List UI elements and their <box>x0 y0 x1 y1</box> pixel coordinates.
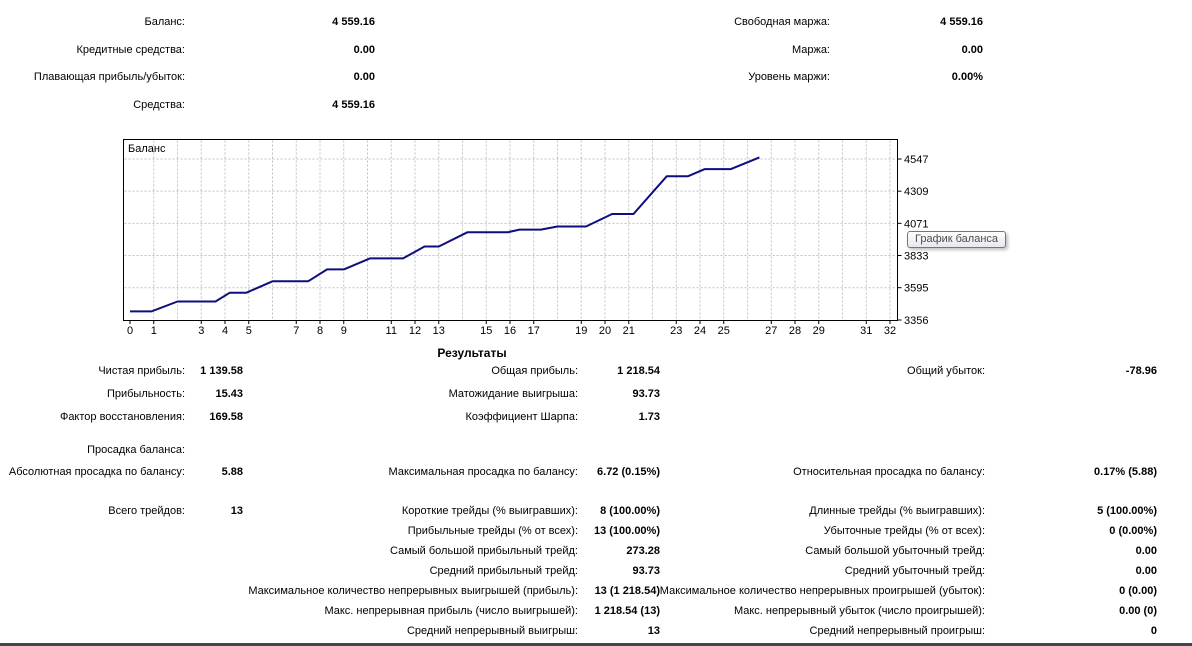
x-tick-label: 27 <box>765 325 778 337</box>
stat-value: 0.00 (0) <box>1119 605 1157 617</box>
summary-value: 4 559.16 <box>332 16 375 28</box>
y-tick-label: 3833 <box>904 250 929 263</box>
stat-label: Самый большой прибыльный трейд: <box>390 545 578 557</box>
stat-value: 13 (1 218.54) <box>594 585 660 597</box>
summary-label: Баланс: <box>144 16 185 28</box>
summary-value: 0.00% <box>951 71 983 83</box>
stat-label: Общая прибыль: <box>491 365 578 377</box>
y-tick-label: 3595 <box>904 282 929 295</box>
stat-value: 0 (0.00) <box>1119 585 1157 597</box>
x-tick-label: 5 <box>245 325 252 337</box>
stat-label: Фактор восстановления: <box>59 411 185 423</box>
stat-label: Максимальная просадка по балансу: <box>388 466 578 478</box>
x-tick-label: 28 <box>788 325 802 337</box>
x-tick-label: 9 <box>340 325 347 337</box>
x-tick-label: 21 <box>622 325 635 337</box>
x-tick-label: 29 <box>812 325 825 337</box>
y-tick-label: 4071 <box>904 218 929 231</box>
stat-label: Макс. непрерывная прибыль (число выигрышей): <box>324 605 578 617</box>
x-tick-label: 23 <box>670 325 683 337</box>
stat-label: Матожидание выигрыша: <box>448 388 578 400</box>
summary-label: Средства: <box>133 99 185 111</box>
x-tick-label: 31 <box>860 325 873 337</box>
summary-value: 4 559.16 <box>332 99 375 111</box>
x-tick-label: 17 <box>527 325 540 337</box>
x-tick-label: 12 <box>408 325 422 337</box>
summary-value: 0.00 <box>353 44 375 56</box>
stat-value: 0 (0.00%) <box>1109 525 1157 537</box>
stat-value: 6.72 (0.15%) <box>597 466 660 478</box>
stat-value: 0.00 <box>1135 545 1157 557</box>
stat-value: 15.43 <box>215 388 243 400</box>
x-tick-label: 20 <box>598 325 612 337</box>
summary-label: Кредитные средства: <box>76 44 185 56</box>
x-tick-label: 19 <box>575 325 588 337</box>
stat-value: 8 (100.00%) <box>600 505 660 517</box>
stat-label: Средний непрерывный проигрыш: <box>809 625 985 637</box>
stat-value: 0.00 <box>1135 565 1157 577</box>
stat-label: Общий убыток: <box>907 365 985 377</box>
stat-label: Относительная просадка по балансу: <box>793 466 985 478</box>
y-tick-label: 4547 <box>904 154 929 166</box>
x-tick-label: 13 <box>432 325 445 337</box>
stat-value: 13 <box>647 625 660 637</box>
x-tick-label: 25 <box>717 325 730 337</box>
stat-value: 0 <box>1150 625 1157 637</box>
stat-label: Короткие трейды (% выигравших): <box>401 505 578 517</box>
stat-value: 5 (100.00%) <box>1097 505 1157 517</box>
stat-value: 273.28 <box>626 545 660 557</box>
stat-value: 169.58 <box>209 411 243 423</box>
summary-label: Маржа: <box>791 44 830 56</box>
stat-label: Убыточные трейды (% от всех): <box>823 525 985 537</box>
stat-label: Всего трейдов: <box>108 505 185 517</box>
stat-value: 1 218.54 (13) <box>594 605 660 617</box>
stat-label: Средний прибыльный трейд: <box>429 565 578 577</box>
x-tick-label: 4 <box>221 325 229 337</box>
x-tick-label: 24 <box>693 325 707 337</box>
x-tick-label: 3 <box>198 325 205 337</box>
summary-value: 0.00 <box>353 71 375 83</box>
stat-value: 0.17% (5.88) <box>1094 466 1157 478</box>
summary-value: 4 559.16 <box>940 16 983 28</box>
stat-value: 1 139.58 <box>200 365 243 377</box>
stat-label: Просадка баланса: <box>87 444 185 456</box>
stat-value: -78.96 <box>1125 365 1157 377</box>
stat-label: Прибыльность: <box>106 388 185 400</box>
chart-title: Баланс <box>128 143 166 155</box>
x-tick-label: 16 <box>503 325 517 337</box>
stat-value: 93.73 <box>632 565 660 577</box>
x-tick-label: 15 <box>480 325 493 337</box>
stat-label: Максимальное количество непрерывных выигрышей (прибыль): <box>248 585 578 597</box>
stat-label: Средний убыточный трейд: <box>844 565 985 577</box>
stat-label: Прибыльные трейды (% от всех): <box>407 525 578 537</box>
stat-label: Абсолютная просадка по балансу: <box>8 466 185 478</box>
y-tick-label: 4309 <box>904 186 929 199</box>
x-tick-label: 1 <box>150 325 157 337</box>
stat-label: Длинные трейды (% выигравших): <box>809 505 985 517</box>
stat-value: 1.73 <box>638 411 660 423</box>
stat-value: 5.88 <box>221 466 243 478</box>
stat-value: 13 (100.00%) <box>593 525 660 537</box>
summary-value: 0.00 <box>961 44 983 56</box>
stat-label: Самый большой убыточный трейд: <box>805 545 985 557</box>
stat-value: 13 <box>230 505 243 517</box>
results-heading: Результаты <box>437 346 507 360</box>
x-tick-label: 11 <box>385 325 397 337</box>
x-tick-label: 8 <box>316 325 324 337</box>
y-tick-label: 3356 <box>904 315 929 327</box>
summary-label: Уровень маржи: <box>748 71 830 83</box>
x-tick-label: 0 <box>126 325 134 337</box>
summary-label: Плавающая прибыль/убыток: <box>33 71 185 83</box>
stat-label: Максимальное количество непрерывных проигрышей (убыток): <box>659 585 985 597</box>
stat-label: Средний непрерывный выигрыш: <box>406 625 578 637</box>
stat-label: Коэффициент Шарпа: <box>465 411 578 423</box>
chart-tooltip: График баланса <box>907 231 1006 248</box>
stat-value: 1 218.54 <box>617 365 660 377</box>
stat-value: 93.73 <box>632 388 660 400</box>
summary-label: Свободная маржа: <box>734 16 830 28</box>
stat-label: Чистая прибыль: <box>98 365 185 377</box>
x-tick-label: 32 <box>883 325 897 337</box>
x-tick-label: 7 <box>293 325 300 337</box>
stat-label: Макс. непрерывный убыток (число проигрышей): <box>733 605 985 617</box>
